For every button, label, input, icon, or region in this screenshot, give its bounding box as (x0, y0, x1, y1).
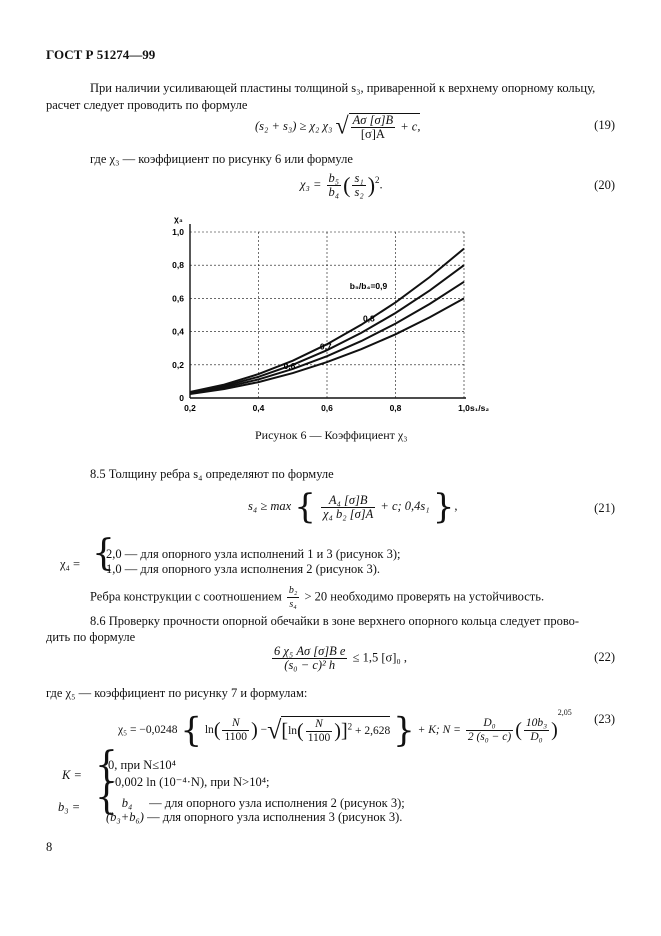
fraction-denominator: 1100 (224, 730, 248, 743)
k-case-2: −0,002 ln (10⁻⁴·N), при N>10⁴; (108, 775, 270, 789)
formula-lhs: χ₃ = (300, 177, 322, 192)
paragraph-line: При наличии усиливающей пластины толщиной s₃, приваренной к верхнему опорному кольцу, (90, 81, 596, 95)
formula-tail: . (379, 177, 383, 192)
formula-tail: ≤ 1,5 [σ]₀ , (352, 650, 408, 665)
formula-term: + 2,628 (354, 725, 391, 737)
y-tick-label: 0,2 (172, 359, 184, 370)
brace: { (95, 745, 118, 786)
equation-number: (23) (594, 712, 615, 726)
fraction-denominator: D₀ (530, 730, 543, 743)
case-symbol: b₄ (121, 796, 133, 810)
x-tick-label: 1,0 (458, 403, 470, 413)
y-tick-label: 0 (179, 393, 184, 403)
fraction-numerator: 10b₃ (525, 716, 548, 729)
fraction-numerator: b₅ (328, 171, 340, 185)
x-axis-label: s₁/s₂ (470, 403, 490, 413)
figure-caption: Рисунок 6 — Коэффициент χ₃ (255, 428, 408, 442)
text-segment: Ребра конструкции с соотношением (90, 589, 282, 604)
fraction-numerator: Aσ [σ]В (352, 113, 394, 127)
formula-23: χ₅ = −0,0248 { ln( $\frac{N}{1100}$ ) −√[ln( $\frac{N}{1100}$ )]$^2$ + 2,628 } + K; N = $\frac{\text{D₀}}{\text{2 (s₀ − c)}}$ ( $\frac{\text{10b₃}}{\text{D₀}}$ )$^{2,05}$ (118, 708, 572, 751)
fraction-denominator: [σ]А (360, 127, 385, 141)
formula-20: χ₃ = $\frac{\text{b₅}}{\text{b₄}}$ ( $\frac{\text{s₁}}{\text{s₂}}$ )$^2$. (300, 171, 383, 199)
ln-term: ln (204, 724, 214, 736)
b3-lhs: b₃ = (58, 800, 81, 814)
paragraph-line: расчет следует проводить по формуле (46, 98, 248, 112)
formula-21: s₄ ≥ max { $\frac{\text{A₄ [σ]В}}{\text{χ₄ b₂ [σ]А}}$ + c; 0,4s₁ }, (248, 487, 458, 527)
b3-case-1 (108, 796, 405, 811)
fraction-denominator: b₄ (328, 185, 340, 199)
equation-number: (20) (594, 178, 615, 192)
chart-axes (190, 224, 466, 398)
fraction-denominator: (s₀ − c)² h (284, 658, 336, 672)
rib-stability-text (90, 584, 544, 611)
document-header: ГОСТ Р 51274—99 (46, 47, 156, 62)
fraction-numerator: D₀ (466, 717, 513, 731)
case-text: — для опорного узла исполнения 2 (рисунок 3); (149, 796, 405, 810)
brace: { (95, 777, 118, 818)
paragraph-line: где χ₅ — коэффициент по рисунку 7 и формулам: (46, 686, 308, 700)
fraction-numerator: A₄ [σ]В (321, 494, 375, 508)
operator: − (260, 724, 268, 736)
y-axis-label: χ₃ (174, 214, 183, 224)
section-8-6: 8.6 Проверку прочности опорной обечайки в зоне верхнего опорного кольца следует прово- (90, 614, 580, 628)
series-label: 0,8 (362, 313, 375, 324)
formula-tail: + c; 0,4s₁ (380, 498, 430, 513)
fraction-denominator: s₂ (354, 185, 364, 199)
formula-lhs: (s₂ + s₃) ≥ χ₂ χ₃ (255, 118, 333, 133)
equation-number: (21) (594, 501, 615, 515)
formula-term: N = (442, 724, 461, 736)
exponent: 2 (347, 721, 353, 732)
page-number: 8 (46, 840, 53, 854)
text-segment: > 20 необходимо проверять на устойчивость. (304, 589, 545, 604)
fraction-numerator: b₂ (288, 585, 298, 596)
series-label: b₅/b₄=0,9 (349, 281, 388, 292)
chi4-lhs: χ₄ = (60, 557, 81, 571)
paragraph-line: дить по формуле (46, 630, 136, 644)
exponent: 2 (375, 175, 380, 186)
fraction-denominator: χ₄ b₂ [σ]А (323, 506, 374, 521)
k-case-1: 0, при N≤10⁴ (108, 758, 176, 772)
x-tick-label: 0,2 (184, 403, 196, 413)
y-tick-label: 0,6 (172, 293, 184, 304)
chart-figure-6 (160, 210, 500, 420)
brace: { (92, 533, 115, 574)
x-tick-label: 0,6 (321, 403, 333, 413)
formula-lhs: χ₅ = −0,0248 (118, 724, 178, 736)
chi4-case-1: 2,0 — для опорного узла исполнений 1 и 3 (рисунок 3); (106, 547, 401, 561)
x-tick-label: 0,4 (252, 403, 265, 413)
case-text: — для опорного узла исполнения 3 (рисунок 3). (147, 810, 403, 824)
x-tick-label: 0,8 (389, 403, 402, 413)
ln-term: ln (288, 725, 298, 737)
chi4-case-2: 1,0 — для опорного узла исполнения 2 (рисунок 3). (106, 562, 381, 576)
y-tick-label: 1,0 (172, 227, 184, 237)
fraction-numerator: N (306, 718, 333, 732)
y-tick-label: 0,4 (172, 326, 184, 337)
series-label: 0,6 (283, 361, 296, 372)
formula-lhs: s₄ ≥ max (248, 498, 292, 513)
chart-labels (172, 214, 489, 413)
case-symbol: (b₃+b₆) (106, 810, 144, 824)
fraction-denominator: 2 (s₀ − c) (467, 730, 512, 743)
y-tick-label: 0,8 (172, 260, 184, 271)
k-lhs: K = (62, 768, 82, 782)
formula-22 (270, 645, 407, 672)
fraction-denominator: 1100 (307, 731, 331, 744)
fraction-numerator: 6 χ₅ Aσ [σ]В e (274, 644, 346, 658)
fraction-numerator: N (222, 717, 249, 731)
equation-number: (22) (594, 650, 615, 664)
chart-grid (190, 232, 464, 398)
series-label: 0,7 (319, 341, 332, 352)
section-8-5: 8.5 Толщину ребра s₄ определяют по формуле (90, 467, 334, 481)
fraction-numerator: s₁ (354, 171, 364, 185)
formula-term: + K; (417, 724, 440, 736)
formula-tail: + c, (400, 119, 421, 134)
fraction-denominator: s₄ (289, 599, 297, 610)
exponent: 2,05 (557, 708, 572, 717)
formula-19 (255, 113, 420, 141)
sqrt-sign: √ (267, 715, 282, 745)
equation-number: (19) (594, 118, 615, 132)
sqrt-sign: √ (335, 113, 349, 140)
paragraph-line: где χ₃ — коэффициент по рисунку 6 или формуле (90, 152, 353, 166)
b3-case-2 (106, 810, 402, 825)
